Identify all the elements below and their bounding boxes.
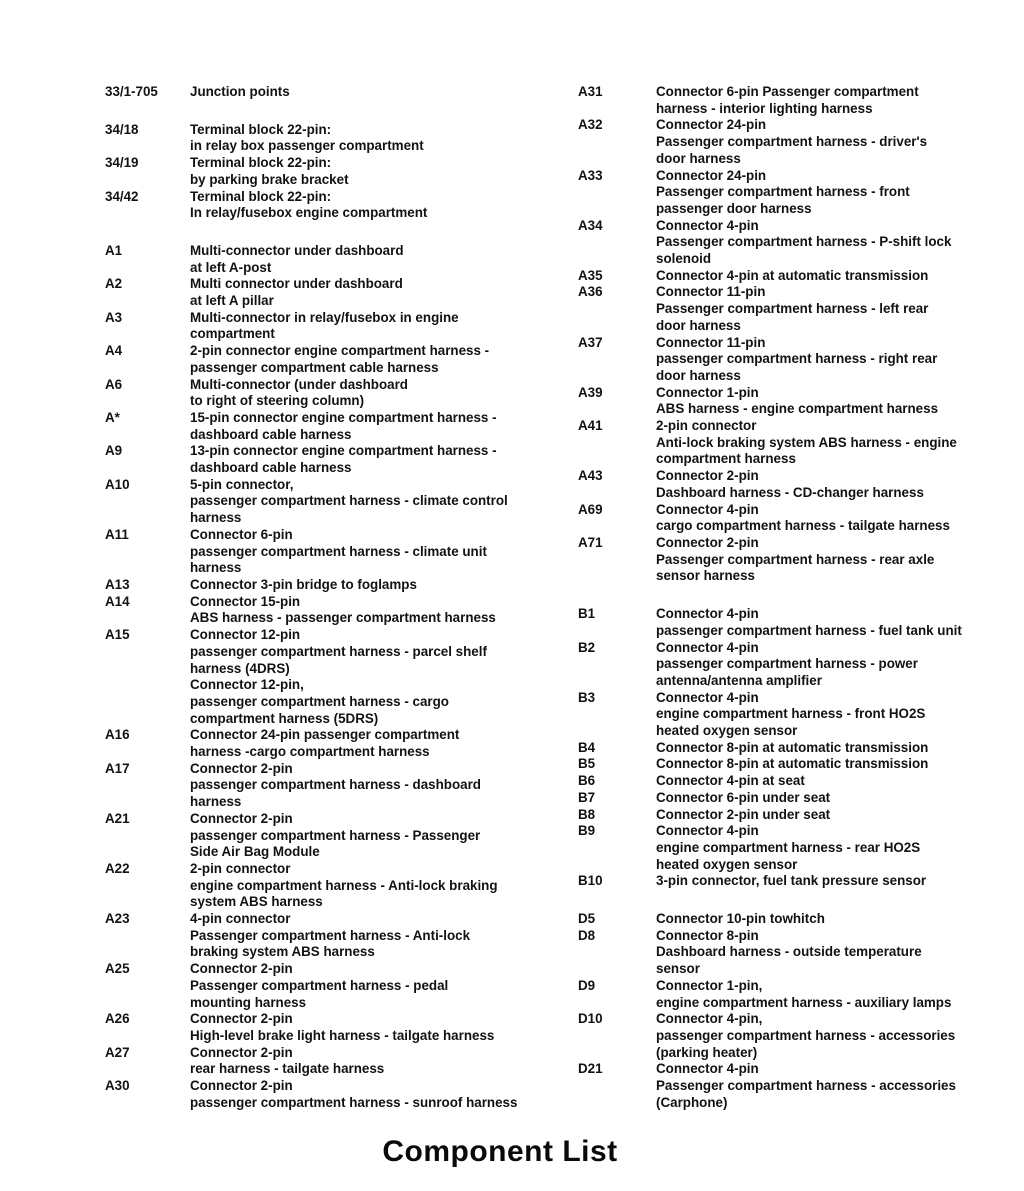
description-line: Connector 1-pin, [656, 977, 763, 993]
description-line: Passenger compartment harness - pedal [190, 977, 449, 993]
description-line: passenger compartment cable harness [190, 359, 439, 375]
component-code: A4 [105, 343, 123, 359]
description-line: Connector 24-pin passenger compartment [190, 727, 460, 743]
description-line: Connector 4-pin at seat [656, 773, 805, 789]
component-entry [578, 385, 1024, 418]
component-entry [578, 807, 1024, 824]
component-group [578, 911, 1024, 1111]
description-line: 3-pin connector, fuel tank pressure sensor [656, 873, 927, 889]
page-title: Component List [382, 1135, 618, 1169]
component-description [656, 606, 1024, 639]
component-description [656, 790, 1024, 807]
description-line: Connector 4-pin at automatic transmission [656, 267, 929, 283]
component-description [656, 773, 1024, 790]
description-line: mounting harness [190, 994, 307, 1010]
component-columns [0, 84, 1024, 1111]
component-entry [578, 335, 1024, 385]
component-code: A26 [105, 1011, 130, 1027]
description-line: passenger compartment harness - accessories [656, 1027, 956, 1043]
description-line: Junction points [190, 84, 290, 99]
component-group [578, 606, 1024, 890]
component-entry [105, 122, 578, 155]
component-description [656, 418, 1024, 468]
description-line: at left A pillar [190, 293, 274, 309]
description-line: harness - interior lighting harness [656, 100, 873, 116]
component-code: A2 [105, 276, 123, 292]
description-line: passenger compartment harness - climate unit [190, 543, 487, 559]
component-description [190, 911, 578, 961]
description-line: Passenger compartment harness - Anti-lock [190, 927, 471, 943]
component-description [190, 310, 578, 343]
description-line: braking system ABS harness [190, 944, 375, 960]
component-entry [105, 594, 578, 627]
right-column [578, 84, 1024, 1111]
component-description [656, 928, 1024, 978]
component-group [105, 122, 578, 222]
component-entry [578, 640, 1024, 690]
component-description [190, 811, 578, 861]
component-code: A11 [105, 526, 129, 542]
component-group [105, 243, 578, 1112]
description-line: engine compartment harness - auxiliary lamps [656, 994, 952, 1010]
description-line: Multi connector under dashboard [190, 276, 403, 292]
component-code: B10 [578, 873, 603, 889]
component-description [190, 527, 578, 577]
component-code: A43 [578, 468, 603, 484]
component-description [190, 84, 578, 101]
description-line: engine compartment harness - front HO2S [656, 706, 926, 722]
description-line: Multi-connector (under dashboard [190, 376, 408, 392]
component-description [190, 677, 578, 727]
description-line: passenger compartment harness - parcel shelf [190, 643, 487, 659]
description-line: engine compartment harness - Anti-lock braking [190, 877, 498, 893]
component-entry [578, 790, 1024, 807]
description-line: harness [190, 794, 242, 810]
description-line: Anti-lock braking system ABS harness - engine [656, 434, 957, 450]
description-line: Connector 8-pin at automatic transmission [656, 739, 929, 755]
description-line: passenger compartment harness - dashboard [190, 777, 481, 793]
component-entry [105, 911, 578, 961]
component-entry [578, 284, 1024, 334]
description-line: Side Air Bag Module [190, 844, 320, 860]
description-line: (parking heater) [656, 1044, 758, 1060]
description-line: ABS harness - engine compartment harness [656, 401, 939, 417]
description-line: compartment [190, 326, 275, 342]
component-description [656, 502, 1024, 535]
component-entry [578, 502, 1024, 535]
component-code: A35 [578, 267, 603, 283]
component-code: B4 [578, 739, 596, 755]
component-code: A37 [578, 334, 603, 350]
component-code: A36 [578, 284, 603, 300]
component-description [190, 627, 578, 677]
component-entry [578, 873, 1024, 890]
component-description [656, 268, 1024, 285]
component-entry [105, 377, 578, 410]
component-code: A13 [105, 576, 130, 592]
component-description [190, 577, 578, 594]
component-description [190, 377, 578, 410]
component-description [190, 443, 578, 476]
component-entry [105, 155, 578, 188]
component-code: B5 [578, 756, 596, 772]
description-line: ABS harness - passenger compartment harness [190, 610, 496, 626]
component-code: D21 [578, 1061, 603, 1077]
component-entry [105, 189, 578, 222]
component-entry [578, 1011, 1024, 1061]
description-line: passenger compartment harness - fuel tank unit [656, 622, 962, 638]
description-line: passenger compartment harness - Passenger [190, 827, 481, 843]
component-code: A71 [578, 534, 603, 550]
description-line: 5-pin connector, [190, 476, 294, 492]
component-code: A32 [578, 117, 603, 133]
description-line: Connector 8-pin at automatic transmission [656, 756, 929, 772]
component-entry [578, 218, 1024, 268]
component-code: B3 [578, 689, 596, 705]
description-line: Connector 2-pin [190, 1078, 293, 1094]
description-line: solenoid [656, 251, 712, 267]
component-code: B9 [578, 823, 596, 839]
component-code: A25 [105, 961, 130, 977]
component-entry [578, 418, 1024, 468]
component-description [190, 410, 578, 443]
component-entry [105, 477, 578, 527]
component-code: A* [105, 409, 120, 425]
component-entry [578, 773, 1024, 790]
description-line: Passenger compartment harness - front [656, 184, 910, 200]
component-entry [578, 535, 1024, 585]
component-code: A1 [105, 242, 123, 258]
description-line: heated oxygen sensor [656, 723, 798, 739]
description-line: Connector 4-pin [656, 1061, 759, 1077]
component-code: A15 [105, 627, 130, 643]
component-entry [578, 690, 1024, 740]
component-description [656, 640, 1024, 690]
description-line: 13-pin connector engine compartment harness - [190, 443, 497, 459]
description-line: sensor harness [656, 568, 755, 584]
component-description [656, 1061, 1024, 1111]
component-entry [578, 928, 1024, 978]
component-description [656, 740, 1024, 757]
component-code: B6 [578, 773, 596, 789]
component-entry [105, 310, 578, 343]
description-line: Passenger compartment harness - accessories [656, 1078, 956, 1094]
description-line: Connector 2-pin [190, 760, 293, 776]
description-line: 2-pin connector [656, 418, 757, 434]
component-code: A17 [105, 760, 130, 776]
description-line: 15-pin connector engine compartment harness - [190, 409, 497, 425]
component-description [656, 385, 1024, 418]
component-description [656, 911, 1024, 928]
description-line: Connector 15-pin [190, 593, 301, 609]
component-code: A41 [578, 418, 603, 434]
component-code: A23 [105, 911, 130, 927]
component-description [656, 807, 1024, 824]
component-code: B7 [578, 789, 596, 805]
description-line: (Carphone) [656, 1094, 728, 1110]
description-line: Connector 11-pin [656, 284, 766, 300]
description-line: Connector 6-pin under seat [656, 789, 831, 805]
component-entry [578, 468, 1024, 501]
description-line: cargo compartment harness - tailgate harness [656, 518, 950, 534]
component-description [190, 276, 578, 309]
component-description [190, 155, 578, 188]
description-line: Connector 10-pin towhitch [656, 911, 825, 927]
component-description [656, 823, 1024, 873]
component-code: B2 [578, 639, 596, 655]
description-line: passenger compartment harness - cargo [190, 693, 449, 709]
component-entry [578, 756, 1024, 773]
component-description [656, 335, 1024, 385]
description-line: Connector 2-pin [190, 1011, 293, 1027]
component-description [190, 1011, 578, 1044]
component-code: A6 [105, 376, 123, 392]
left-column [105, 84, 578, 1111]
description-line: Connector 24-pin [656, 167, 767, 183]
component-entry [105, 761, 578, 811]
description-line: Terminal block 22-pin: [190, 155, 332, 171]
description-line: Passenger compartment harness - driver's [656, 134, 928, 150]
component-code: D8 [578, 927, 596, 943]
component-description [656, 978, 1024, 1011]
component-code: A33 [578, 167, 603, 183]
description-line: Terminal block 22-pin: [190, 188, 332, 204]
component-entry [105, 1078, 578, 1111]
component-entry [105, 1011, 578, 1044]
description-line: Passenger compartment harness - P-shift lock [656, 234, 952, 250]
description-line: passenger compartment harness - sunroof harness [190, 1094, 518, 1110]
description-line: Connector 3-pin bridge to foglamps [190, 576, 417, 592]
description-line: Connector 6-pin Passenger compartment [656, 84, 919, 99]
component-description [656, 1011, 1024, 1061]
description-line: Connector 6-pin [190, 526, 293, 542]
component-code: A69 [578, 501, 603, 517]
description-line: rear harness - tailgate harness [190, 1061, 385, 1077]
component-code: A21 [105, 810, 130, 826]
component-entry [578, 117, 1024, 167]
component-description [656, 117, 1024, 167]
description-line: door harness [656, 317, 741, 333]
component-code: D10 [578, 1011, 603, 1027]
component-code: B1 [578, 606, 596, 622]
component-description [190, 861, 578, 911]
component-entry [578, 168, 1024, 218]
description-line: harness (4DRS) [190, 660, 290, 676]
description-line: in relay box passenger compartment [190, 138, 424, 154]
component-entry [105, 961, 578, 1011]
description-line: 4-pin connector [190, 911, 291, 927]
description-line: Passenger compartment harness - left rear [656, 301, 929, 317]
description-line: Connector 8-pin [656, 927, 759, 943]
component-description [190, 1078, 578, 1111]
component-entry [105, 677, 578, 727]
component-code: D9 [578, 977, 596, 993]
component-code: A9 [105, 443, 123, 459]
description-line: compartment harness [656, 451, 796, 467]
description-line: Connector 1-pin [656, 384, 759, 400]
description-line: Connector 24-pin [656, 117, 767, 133]
component-code: A34 [578, 217, 603, 233]
description-line: passenger compartment harness - right rear [656, 351, 938, 367]
description-line: Dashboard harness - outside temperature [656, 944, 922, 960]
component-entry [578, 606, 1024, 639]
component-description [656, 690, 1024, 740]
component-entry [578, 740, 1024, 757]
description-line: by parking brake bracket [190, 171, 349, 187]
description-line: Multi-connector under dashboard [190, 242, 404, 258]
description-line: door harness [656, 367, 741, 383]
description-line: Connector 2-pin under seat [656, 806, 831, 822]
description-line: 2-pin connector engine compartment harness - [190, 343, 490, 359]
component-group [105, 84, 578, 101]
component-description [190, 343, 578, 376]
component-code: A14 [105, 593, 130, 609]
component-code: A10 [105, 476, 130, 492]
description-line: antenna/antenna amplifier [656, 672, 822, 688]
description-line: In relay/fusebox engine compartment [190, 205, 428, 221]
component-entry [578, 823, 1024, 873]
component-description [656, 84, 1024, 117]
description-line: to right of steering column) [190, 393, 365, 409]
description-line: dashboard cable harness [190, 426, 352, 442]
component-entry [578, 1061, 1024, 1111]
component-entry [105, 527, 578, 577]
description-line: High-level brake light harness - tailgate harness [190, 1027, 495, 1043]
description-line: Connector 4-pin [656, 639, 759, 655]
component-description [190, 961, 578, 1011]
component-code: A39 [578, 384, 603, 400]
component-description [656, 535, 1024, 585]
component-description [190, 189, 578, 222]
component-entry [578, 911, 1024, 928]
description-line: heated oxygen sensor [656, 856, 798, 872]
description-line: passenger compartment harness - climate control [190, 493, 508, 509]
description-line: Connector 2-pin [190, 1044, 293, 1060]
component-entry [105, 243, 578, 276]
component-entry [105, 84, 578, 101]
description-line: Connector 4-pin [656, 689, 759, 705]
component-code: A30 [105, 1078, 130, 1094]
component-description [190, 1045, 578, 1078]
description-line: Connector 4-pin [656, 606, 759, 622]
description-line: Connector 12-pin, [190, 677, 304, 693]
description-line: compartment harness (5DRS) [190, 710, 379, 726]
component-code: 34/19 [105, 155, 139, 171]
component-entry [105, 343, 578, 376]
description-line: at left A-post [190, 259, 272, 275]
description-line: door harness [656, 150, 741, 166]
description-line: Connector 12-pin [190, 627, 301, 643]
component-entry [105, 276, 578, 309]
component-description [656, 168, 1024, 218]
description-line: Passenger compartment harness - rear axle [656, 551, 935, 567]
component-entry [105, 1045, 578, 1078]
component-description [190, 477, 578, 527]
component-entry [105, 410, 578, 443]
component-entry [105, 727, 578, 760]
component-code: A16 [105, 727, 130, 743]
component-code: B8 [578, 806, 596, 822]
description-line: Connector 2-pin [190, 810, 293, 826]
component-entry [578, 84, 1024, 117]
description-line: Multi-connector in relay/fusebox in engine [190, 309, 459, 325]
description-line: Terminal block 22-pin: [190, 121, 332, 137]
description-line: Connector 2-pin [190, 961, 293, 977]
component-code: 34/42 [105, 188, 139, 204]
component-description [656, 218, 1024, 268]
description-line: Connector 4-pin [656, 823, 759, 839]
description-line: Connector 2-pin [656, 534, 759, 550]
component-description [190, 761, 578, 811]
component-entry [105, 811, 578, 861]
component-entry [105, 443, 578, 476]
component-description [656, 873, 1024, 890]
component-entry [105, 627, 578, 677]
component-description [656, 756, 1024, 773]
description-line: passenger door harness [656, 200, 812, 216]
component-code: D5 [578, 911, 596, 927]
component-code: 33/1-705 [105, 84, 158, 99]
description-line: Dashboard harness - CD-changer harness [656, 484, 924, 500]
component-entry [105, 577, 578, 594]
component-description [190, 243, 578, 276]
component-description [656, 284, 1024, 334]
description-line: harness -cargo compartment harness [190, 744, 430, 760]
description-line: Connector 4-pin [656, 501, 759, 517]
component-entry [578, 978, 1024, 1011]
component-code: 34/18 [105, 121, 139, 137]
description-line: dashboard cable harness [190, 460, 352, 476]
component-entry [578, 268, 1024, 285]
component-code: A31 [578, 84, 603, 99]
component-code: A3 [105, 309, 123, 325]
component-entry [105, 861, 578, 911]
description-line: passenger compartment harness - power [656, 656, 918, 672]
description-line: Connector 11-pin [656, 334, 766, 350]
component-description [190, 727, 578, 760]
component-group [578, 84, 1024, 585]
description-line: sensor [656, 961, 700, 977]
description-line: 2-pin connector [190, 860, 291, 876]
description-line: harness [190, 560, 242, 576]
description-line: system ABS harness [190, 894, 323, 910]
component-description [190, 594, 578, 627]
description-line: Connector 2-pin [656, 468, 759, 484]
description-line: Connector 4-pin [656, 217, 759, 233]
description-line: harness [190, 510, 242, 526]
description-line: Connector 4-pin, [656, 1011, 763, 1027]
component-code: A22 [105, 860, 130, 876]
component-code: A27 [105, 1044, 130, 1060]
component-description [656, 468, 1024, 501]
description-line: engine compartment harness - rear HO2S [656, 839, 921, 855]
component-description [190, 122, 578, 155]
